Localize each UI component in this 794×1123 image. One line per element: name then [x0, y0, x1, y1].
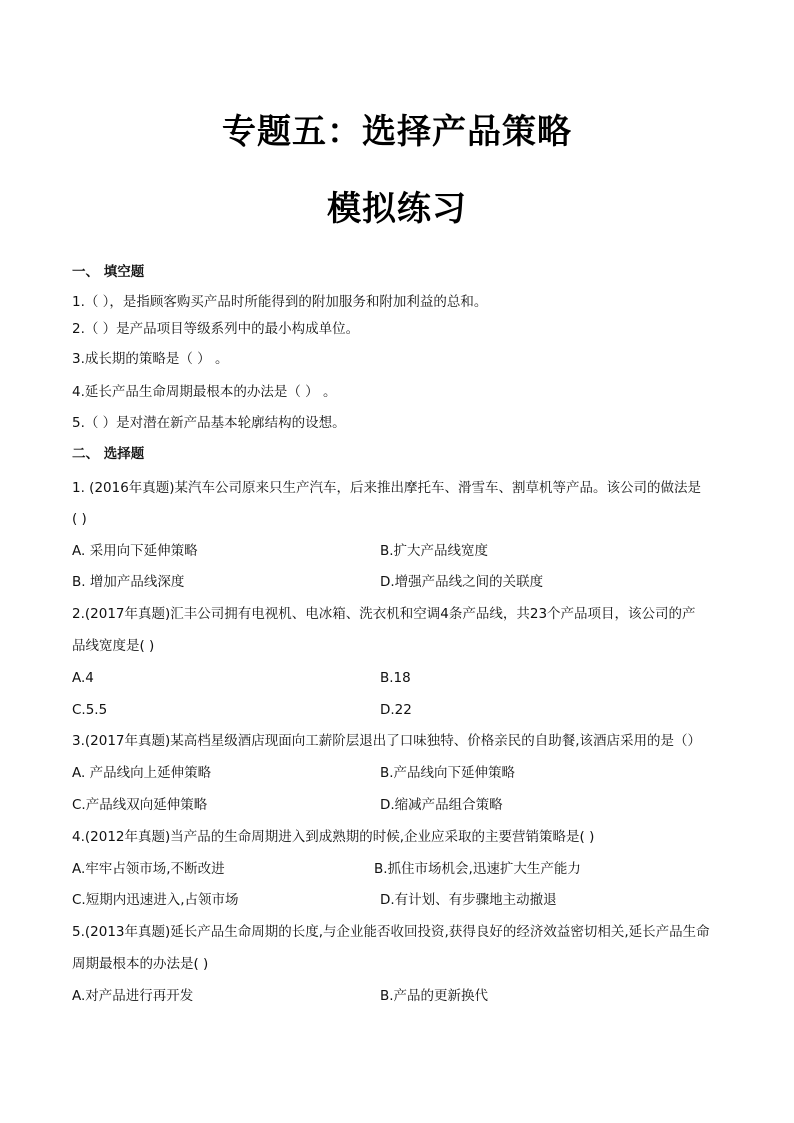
question-2-option-b: B.18: [380, 670, 411, 686]
question-2-option-c: C.5.5: [72, 702, 108, 718]
question-4-option-b: B.抓住市场机会,迅速扩大生产能力: [374, 861, 581, 877]
fill-blank-item-3: 3.成长期的策略是（ ） 。: [72, 351, 229, 367]
question-3-option-c: C.产品线双向延伸策略: [72, 797, 208, 813]
question-1-line-2: ( ): [72, 511, 87, 527]
question-5-option-a: A.对产品进行再开发: [72, 988, 194, 1004]
question-1-line-1: 1. (2016年真题)某汽车公司原来只生产汽车，后来推出摩托车、滑雪车、割草机等产品。该公司的做法是: [72, 480, 702, 496]
question-5-option-b: B.产品的更新换代: [380, 988, 489, 1004]
question-2-line-1: 2.(2017年真题)汇丰公司拥有电视机、电冰箱、洗衣机和空调4条产品线，共23个产品项目，该公司的产: [72, 606, 696, 622]
fill-blank-item-1: 1.（ ），是指顾客购买产品时所能得到的附加服务和附加利益的总和。: [72, 294, 488, 310]
question-2-option-d: D.22: [380, 702, 412, 718]
fill-blank-item-5: 5.（ ）是对潜在新产品基本轮廓结构的设想。: [72, 415, 346, 431]
question-2-line-2: 品线宽度是( ): [72, 638, 155, 654]
question-3-option-b: B.产品线向下延伸策略: [380, 765, 516, 781]
question-4-option-d: D.有计划、有步骤地主动撤退: [380, 892, 557, 908]
question-1-option-b: B.扩大产品线宽度: [380, 543, 489, 559]
question-4-line-1: 4.(2012年真题)当产品的生命周期进入到成熟期的时候,企业应采取的主要营销策略是( ): [72, 829, 595, 845]
page-title: 专题五：选择产品策略: [222, 112, 572, 152]
fill-blank-item-2: 2.（ ）是产品项目等级系列中的最小构成单位。: [72, 321, 360, 337]
question-5-line-2: 周期最根本的办法是( ): [72, 956, 209, 972]
question-3-option-a: A. 产品线向上延伸策略: [72, 765, 212, 781]
question-1-option-c: B. 增加产品线深度: [72, 574, 185, 590]
question-3-option-d: D.缩减产品组合策略: [380, 797, 503, 813]
fill-blank-item-4: 4.延长产品生命周期最根本的办法是（ ） 。: [72, 384, 337, 400]
section-heading-fill-blank: 一、 填空题: [72, 264, 145, 280]
question-3-line-1: 3.(2017年真题)某高档星级酒店现面向工薪阶层退出了口味独特、价格亲民的自助餐,该酒店采用的是（）: [72, 733, 702, 749]
question-1-option-a: A. 采用向下延伸策略: [72, 543, 198, 559]
section-heading-choice: 二、 选择题: [72, 446, 145, 462]
question-2-option-a: A.4: [72, 670, 94, 686]
page-subtitle: 模拟练习: [327, 189, 467, 229]
question-1-option-d: D.增强产品线之间的关联度: [380, 574, 544, 590]
question-5-line-1: 5.(2013年真题)延长产品生命周期的长度,与企业能否收回投资,获得良好的经济效益密切相关,延长产品生命: [72, 924, 710, 940]
question-4-option-c: C.短期内迅速进入,占领市场: [72, 892, 239, 908]
question-4-option-a: A.牢牢占领市场,不断改进: [72, 861, 225, 877]
